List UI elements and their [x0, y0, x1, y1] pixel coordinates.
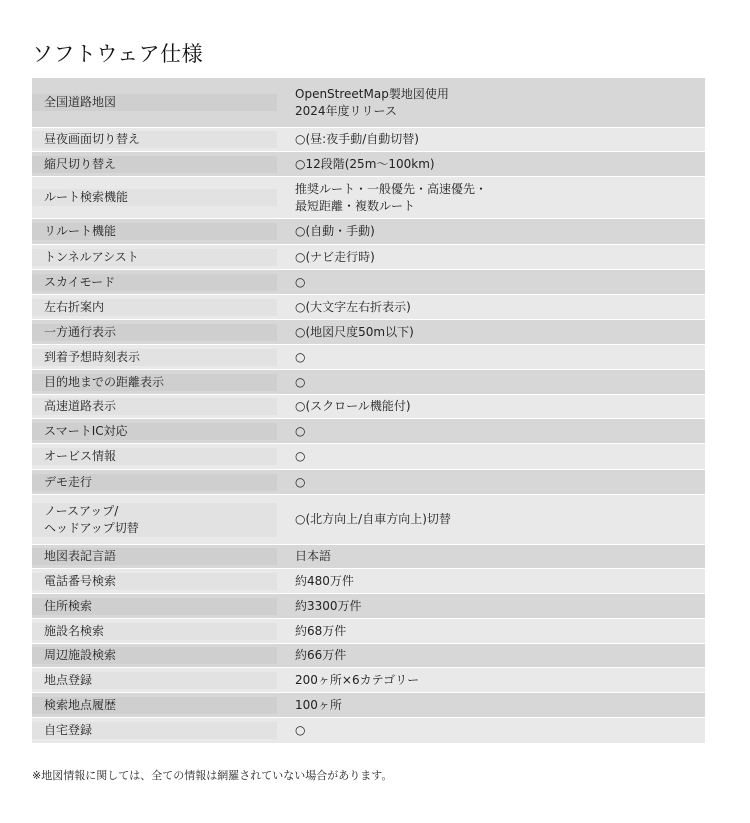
spec-value: 約3300万件: [295, 598, 362, 613]
spec-value: ○: [295, 474, 306, 489]
spec-label: スカイモード: [32, 274, 277, 291]
page-title: ソフトウェア仕様: [32, 42, 204, 66]
spec-table: [32, 78, 705, 744]
spec-value: ○: [295, 349, 306, 364]
table-row: [32, 693, 705, 718]
spec-value: ○(地図尺度50m以下): [295, 324, 414, 339]
spec-value: ○: [295, 374, 306, 389]
table-row: [32, 78, 705, 128]
spec-value: 約480万件: [295, 573, 354, 588]
spec-value: ○: [295, 723, 306, 737]
table-row: [32, 619, 705, 644]
spec-value: 推奨ルート・一般優先・高速優先・ 最短距離・複数ルート: [295, 181, 488, 213]
table-row: [32, 419, 705, 444]
table-row: [32, 370, 705, 395]
table-row: [32, 152, 705, 177]
table-row: [32, 345, 705, 370]
table-row: [32, 128, 705, 152]
spec-label: 目的地までの距離表示: [32, 374, 277, 391]
spec-label: ノースアップ/ ヘッドアップ切替: [32, 503, 277, 537]
spec-label: 昼夜画面切り替え: [32, 131, 277, 148]
spec-label: ルート検索機能: [32, 189, 277, 206]
table-row: [32, 219, 705, 245]
spec-value: 日本語: [295, 549, 332, 563]
spec-value: 200ヶ所×6カテゴリー: [295, 672, 420, 687]
spec-value: ○12段階(25m〜100km): [295, 156, 435, 171]
table-row: [32, 668, 705, 693]
table-row: [32, 245, 705, 270]
table-row: [32, 177, 705, 219]
table-row: [32, 320, 705, 345]
table-row: [32, 470, 705, 495]
table-row: [32, 270, 705, 295]
table-row: [32, 444, 705, 470]
spec-label: トンネルアシスト: [32, 249, 277, 266]
spec-value: ○(自動・手動): [295, 224, 375, 238]
table-row: [32, 495, 705, 545]
spec-label: リルート機能: [32, 223, 277, 240]
spec-value: ○(昼:夜手動/自動切替): [295, 132, 419, 146]
spec-label: 一方通行表示: [32, 324, 277, 341]
spec-value: ○(スクロール機能付): [295, 399, 411, 413]
spec-value: ○: [295, 423, 306, 438]
spec-label: 到着予想時刻表示: [32, 349, 277, 366]
spec-value: ○(ナビ走行時): [295, 249, 375, 264]
table-row: [32, 295, 705, 320]
spec-label: 検索地点履歴: [32, 697, 277, 714]
spec-label: 地点登録: [32, 672, 277, 689]
spec-label: 高速道路表示: [32, 398, 277, 415]
spec-label: 全国道路地図: [32, 94, 277, 111]
spec-label: 住所検索: [32, 598, 277, 615]
spec-label: 地図表記言語: [32, 548, 277, 565]
spec-label: スマートIC対応: [32, 423, 277, 440]
spec-label: 施設名検索: [32, 623, 277, 640]
spec-label: デモ走行: [32, 474, 277, 491]
footnote: ※地図情報に関しては、全ての情報は網羅されていない場合があります。: [32, 769, 393, 782]
table-row: [32, 644, 705, 668]
table-row: [32, 545, 705, 569]
table-row: [32, 569, 705, 594]
spec-value: OpenStreetMap製地図使用 2024年度リリース: [295, 86, 449, 118]
spec-value: ○(北方向上/自車方向上)切替: [295, 512, 451, 526]
spec-label: 縮尺切り替え: [32, 156, 277, 173]
spec-value: ○: [295, 274, 306, 289]
spec-value: 約66万件: [295, 648, 347, 662]
spec-label: 自宅登録: [32, 722, 277, 739]
spec-label: 周辺施設検索: [32, 647, 277, 664]
spec-label: 電話番号検索: [32, 573, 277, 590]
spec-label: オービス情報: [32, 448, 277, 465]
table-row: [32, 594, 705, 619]
table-row: [32, 718, 705, 744]
spec-label: 左右折案内: [32, 299, 277, 316]
spec-value: 100ヶ所: [295, 697, 342, 712]
spec-value: ○: [295, 449, 306, 463]
spec-value: ○(大文字左右折表示): [295, 299, 411, 314]
spec-value: 約68万件: [295, 623, 347, 638]
table-row: [32, 395, 705, 419]
